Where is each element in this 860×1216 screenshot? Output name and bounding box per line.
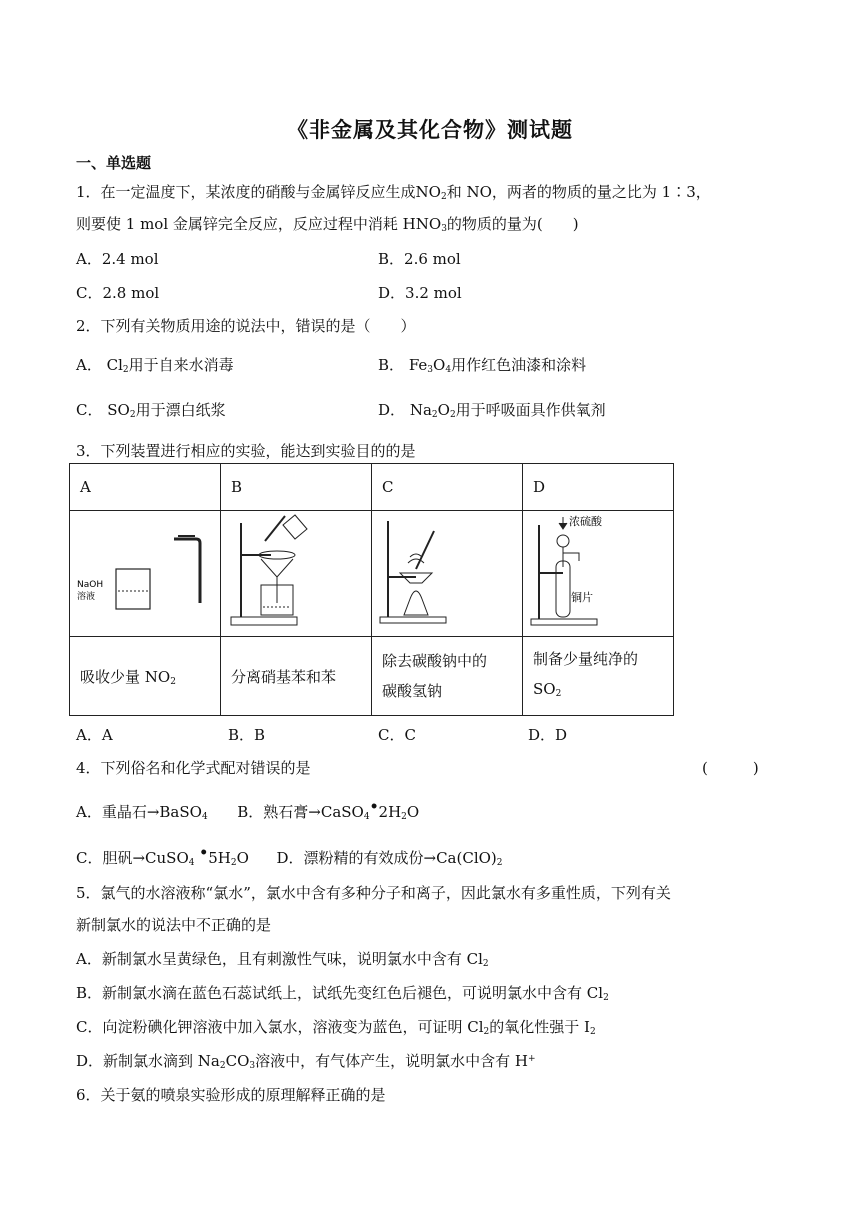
q1-option-b: B．2.6 mol (378, 250, 461, 268)
svg-text:NaOH: NaOH (77, 580, 104, 590)
q1-option-a: A．2.4 mol (76, 250, 159, 268)
q3-image-a (70, 511, 221, 637)
q5-option-d: D．新制氯水滴到 $Na_2CO_3$溶液中，有气体产生，说明氯水中含有 H+ (76, 1052, 536, 1071)
q2-option-b: B． $Fe_3O_4$用作红色油漆和涂料 (378, 356, 587, 375)
q4-answer-paren: ( ) (702, 759, 759, 777)
q3-desc-c: 除去碳酸钠中的 碳酸氢钠 (372, 637, 523, 716)
q3-image-b (221, 511, 372, 637)
q6-stem: 6．关于氨的喷泉实验形成的原理解释正确的是 (76, 1086, 386, 1104)
q3-desc-b: 分离硝基苯和苯 (221, 637, 372, 716)
q1-line2: 则要使 1 mol 金属锌完全反应，反应过程中消耗 $HNO_3$的物质的量为( ) (76, 215, 579, 234)
q3-desc-a: 吸收少量 $NO_2$ (70, 637, 221, 716)
q2-stem: 2．下列有关物质用途的说法中，错误的是（ ） (76, 317, 416, 335)
q1-option-c: C．2.8 mol (76, 284, 160, 302)
q5-option-b: B．新制氯水滴在蓝色石蕊试纸上，试纸先变红色后褪色，可说明氯水中含有 $Cl_2$ (76, 984, 609, 1003)
page-title: 《非金属及其化合物》测试题 (287, 118, 573, 142)
q3-option-d: D．D (528, 726, 568, 744)
svg-text:溶液: 溶液 (77, 592, 96, 602)
q1-line1: 1．在一定温度下，某浓度的硝酸与金属锌反应生成$NO_2$和 NO，两者的物质的量之比为 1∶3， (76, 183, 711, 202)
q4-stem: 4．下列俗名和化学式配对错误的是 (76, 759, 311, 777)
beaker-apparatus-icon (70, 511, 220, 632)
svg-text:铜片: 铜片 (571, 591, 593, 604)
q2-option-d: D． $Na_2O_2$用于呼吸面具作供氧剂 (378, 401, 606, 420)
q3-header-a: A (70, 464, 221, 511)
q3-header-c: C (372, 464, 523, 511)
q3-header-b: B (221, 464, 372, 511)
gas-generation-apparatus-icon (523, 511, 673, 632)
q4-options-cd: C．胆矾→CuSO$_4$ $•5H_2O$ D．漂粉精的有效成份$\to Ca(ClO)_2$ (76, 845, 503, 868)
q2-option-c: C． $SO_2$用于漂白纸浆 (76, 401, 226, 420)
heating-apparatus-icon (372, 511, 522, 632)
q5-line1: 5．氯气的水溶液称“氯水”，氯水中含有多种分子和离子，因此氯水有多重性质，下列有关 (76, 884, 671, 902)
q4-options-ab: A．重晶石→BaSO$_4$ B．熟石膏$\to CaSO_4•2H_2O$ (76, 799, 420, 822)
q5-option-a: A．新制氯水呈黄绿色，且有刺激性气味，说明氯水中含有 $Cl_2$ (76, 950, 489, 969)
q3-option-b: B．B (228, 726, 266, 744)
filtration-apparatus-icon (221, 511, 371, 632)
q1-option-d: D．3.2 mol (378, 284, 462, 302)
q2-option-a: A． $Cl_2$用于自来水消毒 (76, 356, 234, 375)
q3-option-c: C．C (378, 726, 416, 744)
q3-header-d: D (523, 464, 674, 511)
q3-option-a: A．A (76, 726, 113, 744)
q5-line2: 新制氯水的说法中不正确的是 (76, 916, 272, 934)
q5-option-c: C．向淀粉碘化钾溶液中加入氯水，溶液变为蓝色，可证明 $Cl_2$的氧化性强于 $I_2$ (76, 1018, 596, 1037)
svg-text:浓硫酸: 浓硫酸 (569, 515, 602, 528)
section-heading: 一、单选题 (76, 154, 152, 172)
q3-desc-d: 制备少量纯净的 $SO_2$ (523, 637, 674, 716)
q3-image-c (372, 511, 523, 637)
q3-apparatus-table (69, 463, 674, 716)
q3-stem: 3．下列装置进行相应的实验，能达到实验目的的是 (76, 442, 416, 460)
q3-image-d (523, 511, 674, 637)
